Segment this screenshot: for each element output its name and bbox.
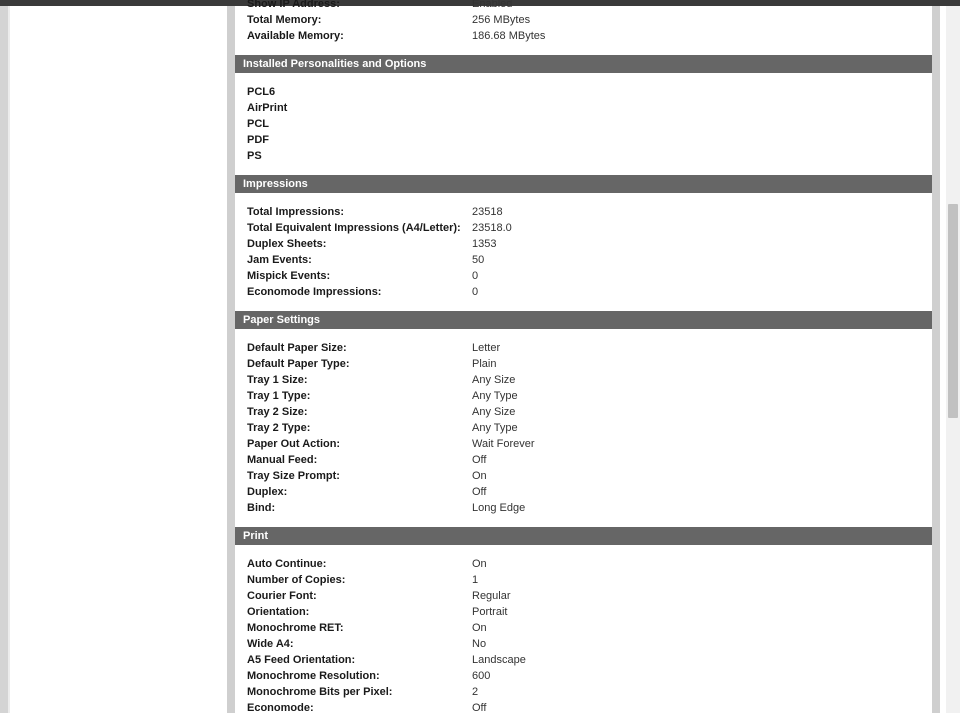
print-row (247, 620, 927, 636)
row-value: Any Size (472, 406, 516, 418)
memory-row-show-ip (247, 0, 927, 12)
row-label: Tray Size Prompt: (247, 470, 340, 482)
row-label: Courier Font: (247, 590, 317, 602)
row-label: A5 Feed Orientation: (247, 654, 356, 666)
row-label: Default Paper Size: (247, 342, 347, 354)
row-label: Mispick Events: (247, 270, 331, 282)
row-value: Any Type (472, 390, 518, 402)
memory-row-available (247, 28, 927, 44)
paper-row (247, 356, 927, 372)
row-label: Tray 2 Type: (247, 422, 311, 434)
paper-row (247, 452, 927, 468)
row-label: Total Equivalent Impressions (A4/Letter): (247, 222, 461, 234)
paper-row (247, 484, 927, 500)
row-value: 0 (472, 270, 479, 282)
row-label: Tray 1 Size: (247, 374, 308, 386)
print-row (247, 700, 927, 716)
left-rail-divider (8, 6, 10, 713)
page-frame-left (227, 6, 235, 713)
vertical-scrollbar[interactable] (946, 6, 960, 713)
row-value: 0 (472, 286, 479, 298)
row-value: Any Type (472, 422, 518, 434)
row-value: Letter (472, 342, 501, 354)
row-value: Off (472, 486, 487, 498)
section-header-paper-settings: Paper Settings (235, 311, 932, 329)
print-row (247, 652, 927, 668)
print-row (247, 588, 927, 604)
paper-row (247, 388, 927, 404)
row-label: Tray 1 Type: (247, 390, 311, 402)
row-value: 1353 (472, 238, 497, 250)
row-label: Show IP Address: (247, 0, 340, 10)
paper-row (247, 340, 927, 356)
config-page-content (235, 0, 932, 714)
row-value: Any Size (472, 374, 516, 386)
row-value: 2 (472, 686, 479, 698)
impressions-row (247, 204, 927, 220)
print-row (247, 636, 927, 652)
impressions-row (247, 220, 927, 236)
section-header-print: Print (235, 527, 932, 545)
paper-row (247, 404, 927, 420)
row-label: Monochrome RET: (247, 622, 344, 634)
row-label: Duplex: (247, 486, 288, 498)
row-value: 256 MBytes (472, 14, 531, 26)
row-label: Orientation: (247, 606, 310, 618)
row-label: Manual Feed: (247, 454, 318, 466)
row-label: Economode Impressions: (247, 286, 382, 298)
memory-row-total (247, 12, 927, 28)
section-header-personalities: Installed Personalities and Options (235, 55, 932, 73)
personality-item: PS (247, 150, 262, 162)
paper-row (247, 468, 927, 484)
paper-row (247, 420, 927, 436)
row-value: 600 (472, 670, 491, 682)
row-value: 50 (472, 254, 485, 266)
section-header-impressions: Impressions (235, 175, 932, 193)
row-value: Wait Forever (472, 438, 535, 450)
scrollbar-thumb[interactable] (948, 204, 958, 418)
row-value: No (472, 638, 487, 650)
impressions-row (247, 268, 927, 284)
impressions-row (247, 236, 927, 252)
row-value: Enabled (472, 0, 513, 10)
page-frame-right (932, 6, 940, 713)
row-label: Number of Copies: (247, 574, 346, 586)
row-value: On (472, 558, 487, 570)
row-value: Off (472, 702, 487, 714)
personality-item: PCL6 (247, 86, 276, 98)
print-row (247, 684, 927, 700)
row-value: Plain (472, 358, 497, 370)
row-label: Jam Events: (247, 254, 312, 266)
paper-row (247, 436, 927, 452)
paper-row (247, 372, 927, 388)
personality-item: AirPrint (247, 102, 288, 114)
row-label: Default Paper Type: (247, 358, 350, 370)
row-value: 23518 (472, 206, 503, 218)
row-value: Regular (472, 590, 511, 602)
personality-item: PCL (247, 118, 269, 130)
print-row (247, 572, 927, 588)
row-value: Long Edge (472, 502, 526, 514)
row-value: 23518.0 (472, 222, 512, 234)
row-label: Available Memory: (247, 30, 344, 42)
personality-item: PDF (247, 134, 269, 146)
row-label: Monochrome Bits per Pixel: (247, 686, 393, 698)
row-label: Economode: (247, 702, 314, 714)
row-value: 186.68 MBytes (472, 30, 546, 42)
row-label: Tray 2 Size: (247, 406, 308, 418)
row-label: Monochrome Resolution: (247, 670, 380, 682)
row-label: Total Memory: (247, 14, 322, 26)
left-rail (0, 6, 8, 713)
paper-row (247, 500, 927, 516)
row-label: Paper Out Action: (247, 438, 341, 450)
row-label: Wide A4: (247, 638, 294, 650)
print-row (247, 604, 927, 620)
print-row (247, 556, 927, 572)
row-label: Bind: (247, 502, 276, 514)
row-label: Total Impressions: (247, 206, 344, 218)
impressions-row (247, 284, 927, 300)
row-label: Auto Continue: (247, 558, 327, 570)
row-value: Portrait (472, 606, 508, 618)
row-value: On (472, 470, 487, 482)
row-value: Off (472, 454, 487, 466)
row-value: Landscape (472, 654, 526, 666)
print-row (247, 668, 927, 684)
impressions-row (247, 252, 927, 268)
row-value: 1 (472, 574, 479, 586)
row-value: On (472, 622, 487, 634)
row-label: Duplex Sheets: (247, 238, 327, 250)
